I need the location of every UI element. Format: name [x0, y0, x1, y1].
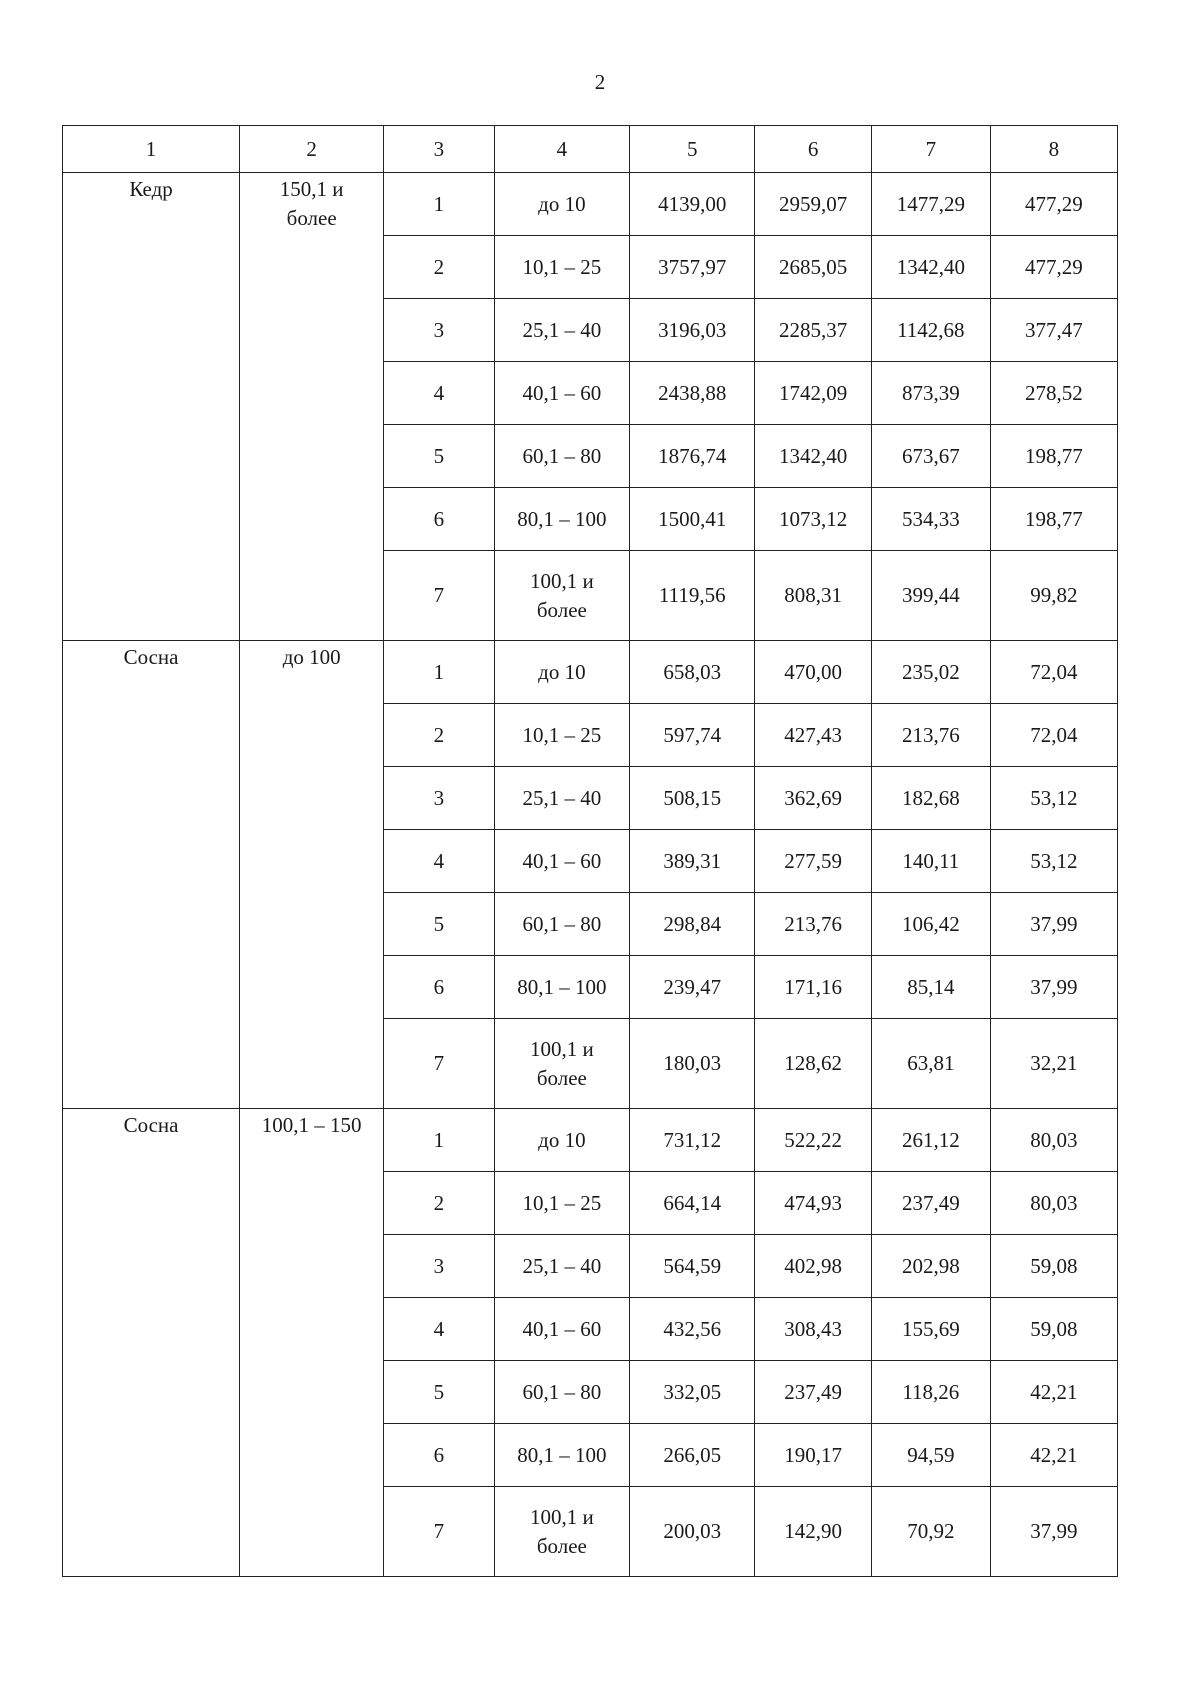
diameter-cell: 150,1 и более: [240, 173, 384, 641]
table-cell: 2: [384, 1172, 494, 1235]
table-cell: 100,1 и более: [494, 1019, 630, 1109]
table-cell: 1742,09: [755, 362, 872, 425]
table-cell: 213,76: [871, 704, 990, 767]
table-cell: 237,49: [871, 1172, 990, 1235]
header-cell: 8: [990, 126, 1117, 173]
table-cell: 70,92: [871, 1487, 990, 1577]
table-cell: 99,82: [990, 551, 1117, 641]
table-cell: 2285,37: [755, 299, 872, 362]
table-cell: 202,98: [871, 1235, 990, 1298]
table-cell: 37,99: [990, 1487, 1117, 1577]
table-cell: 80,1 – 100: [494, 956, 630, 1019]
header-cell: 4: [494, 126, 630, 173]
table-cell: 80,1 – 100: [494, 488, 630, 551]
table-cell: 1876,74: [630, 425, 755, 488]
table-cell: 402,98: [755, 1235, 872, 1298]
table-row: [63, 1109, 1118, 1172]
table-cell: 4: [384, 362, 494, 425]
table-cell: 7: [384, 1487, 494, 1577]
table-cell: 5: [384, 1361, 494, 1424]
table-cell: 477,29: [990, 173, 1117, 236]
table-cell: 60,1 – 80: [494, 893, 630, 956]
table-cell: 3196,03: [630, 299, 755, 362]
table-cell: 5: [384, 425, 494, 488]
table-cell: 60,1 – 80: [494, 1361, 630, 1424]
table-cell: 180,03: [630, 1019, 755, 1109]
table-cell: 427,43: [755, 704, 872, 767]
table-cell: 10,1 – 25: [494, 1172, 630, 1235]
table-cell: 7: [384, 551, 494, 641]
table-cell: 399,44: [871, 551, 990, 641]
table-cell: 72,04: [990, 641, 1117, 704]
table-cell: 25,1 – 40: [494, 767, 630, 830]
table-cell: до 10: [494, 173, 630, 236]
header-cell: 3: [384, 126, 494, 173]
table-cell: 5: [384, 893, 494, 956]
table-cell: 85,14: [871, 956, 990, 1019]
table-cell: 522,22: [755, 1109, 872, 1172]
table-cell: 53,12: [990, 830, 1117, 893]
diameter-cell: 100,1 – 150: [240, 1109, 384, 1577]
table-cell: 94,59: [871, 1424, 990, 1487]
table-cell: 42,21: [990, 1424, 1117, 1487]
table-header: [63, 126, 1118, 173]
table-cell: 808,31: [755, 551, 872, 641]
table-cell: 80,03: [990, 1172, 1117, 1235]
table-cell: 72,04: [990, 704, 1117, 767]
table-cell: 32,21: [990, 1019, 1117, 1109]
table-cell: 2: [384, 236, 494, 299]
table-body: [63, 173, 1118, 1577]
species-cell: Сосна: [63, 1109, 240, 1577]
species-cell: Сосна: [63, 641, 240, 1109]
species-cell: Кедр: [63, 173, 240, 641]
table-cell: 10,1 – 25: [494, 704, 630, 767]
diameter-cell: до 100: [240, 641, 384, 1109]
table-cell: 332,05: [630, 1361, 755, 1424]
table-cell: 140,11: [871, 830, 990, 893]
table-cell: 1500,41: [630, 488, 755, 551]
table-cell: 198,77: [990, 425, 1117, 488]
table-cell: 597,74: [630, 704, 755, 767]
table-cell: 25,1 – 40: [494, 1235, 630, 1298]
table-cell: до 10: [494, 1109, 630, 1172]
table-cell: 40,1 – 60: [494, 1298, 630, 1361]
table-cell: 3: [384, 1235, 494, 1298]
table-cell: 731,12: [630, 1109, 755, 1172]
table-cell: 198,77: [990, 488, 1117, 551]
table-cell: 2685,05: [755, 236, 872, 299]
header-cell: 5: [630, 126, 755, 173]
table-cell: 1: [384, 173, 494, 236]
table-cell: 564,59: [630, 1235, 755, 1298]
table-cell: 1119,56: [630, 551, 755, 641]
table-cell: 3757,97: [630, 236, 755, 299]
table-cell: 470,00: [755, 641, 872, 704]
table-row: [63, 173, 1118, 236]
table-cell: 128,62: [755, 1019, 872, 1109]
table-cell: 277,59: [755, 830, 872, 893]
table-cell: 3: [384, 299, 494, 362]
table-cell: 200,03: [630, 1487, 755, 1577]
table-cell: 40,1 – 60: [494, 362, 630, 425]
table-cell: 1142,68: [871, 299, 990, 362]
table-cell: 2438,88: [630, 362, 755, 425]
table-cell: 25,1 – 40: [494, 299, 630, 362]
table-cell: 7: [384, 1019, 494, 1109]
header-cell: 2: [240, 126, 384, 173]
header-cell: 1: [63, 126, 240, 173]
table-cell: 142,90: [755, 1487, 872, 1577]
table-cell: 60,1 – 80: [494, 425, 630, 488]
table-cell: 59,08: [990, 1298, 1117, 1361]
header-cell: 6: [755, 126, 872, 173]
table-cell: 389,31: [630, 830, 755, 893]
table-cell: 190,17: [755, 1424, 872, 1487]
table-cell: 59,08: [990, 1235, 1117, 1298]
table-cell: 37,99: [990, 893, 1117, 956]
table-cell: 278,52: [990, 362, 1117, 425]
table-cell: 261,12: [871, 1109, 990, 1172]
table-cell: 664,14: [630, 1172, 755, 1235]
table-cell: 40,1 – 60: [494, 830, 630, 893]
table-cell: 237,49: [755, 1361, 872, 1424]
table-cell: 63,81: [871, 1019, 990, 1109]
table-cell: 362,69: [755, 767, 872, 830]
table-cell: 6: [384, 1424, 494, 1487]
table-cell: 80,03: [990, 1109, 1117, 1172]
table-cell: 100,1 и более: [494, 551, 630, 641]
table-cell: 477,29: [990, 236, 1117, 299]
table-cell: 377,47: [990, 299, 1117, 362]
table-cell: 658,03: [630, 641, 755, 704]
table-cell: 1: [384, 1109, 494, 1172]
table-cell: 213,76: [755, 893, 872, 956]
table-cell: 308,43: [755, 1298, 872, 1361]
table-cell: 6: [384, 956, 494, 1019]
table-cell: 53,12: [990, 767, 1117, 830]
table-cell: 4: [384, 830, 494, 893]
header-cell: 7: [871, 126, 990, 173]
table-cell: 3: [384, 767, 494, 830]
page-number: 2: [594, 70, 606, 94]
table-cell: 1477,29: [871, 173, 990, 236]
table-cell: 155,69: [871, 1298, 990, 1361]
header-row: [63, 126, 1118, 173]
table-cell: 1342,40: [755, 425, 872, 488]
table-cell: 673,67: [871, 425, 990, 488]
table-cell: 1342,40: [871, 236, 990, 299]
table-cell: 2: [384, 704, 494, 767]
table-cell: 432,56: [630, 1298, 755, 1361]
table-cell: до 10: [494, 641, 630, 704]
table-row: [63, 641, 1118, 704]
table-cell: 6: [384, 488, 494, 551]
table-cell: 474,93: [755, 1172, 872, 1235]
table-cell: 235,02: [871, 641, 990, 704]
table-cell: 42,21: [990, 1361, 1117, 1424]
table-cell: 10,1 – 25: [494, 236, 630, 299]
table-cell: 182,68: [871, 767, 990, 830]
rates-table: [62, 125, 1118, 1577]
table-cell: 4: [384, 1298, 494, 1361]
table-cell: 171,16: [755, 956, 872, 1019]
table-cell: 80,1 – 100: [494, 1424, 630, 1487]
table-cell: 4139,00: [630, 173, 755, 236]
table-cell: 100,1 и более: [494, 1487, 630, 1577]
table-cell: 239,47: [630, 956, 755, 1019]
table-cell: 508,15: [630, 767, 755, 830]
table-cell: 873,39: [871, 362, 990, 425]
table-cell: 1: [384, 641, 494, 704]
table-cell: 266,05: [630, 1424, 755, 1487]
table-cell: 37,99: [990, 956, 1117, 1019]
table-cell: 2959,07: [755, 173, 872, 236]
table-cell: 298,84: [630, 893, 755, 956]
table-cell: 118,26: [871, 1361, 990, 1424]
table-cell: 534,33: [871, 488, 990, 551]
table-cell: 106,42: [871, 893, 990, 956]
table-cell: 1073,12: [755, 488, 872, 551]
